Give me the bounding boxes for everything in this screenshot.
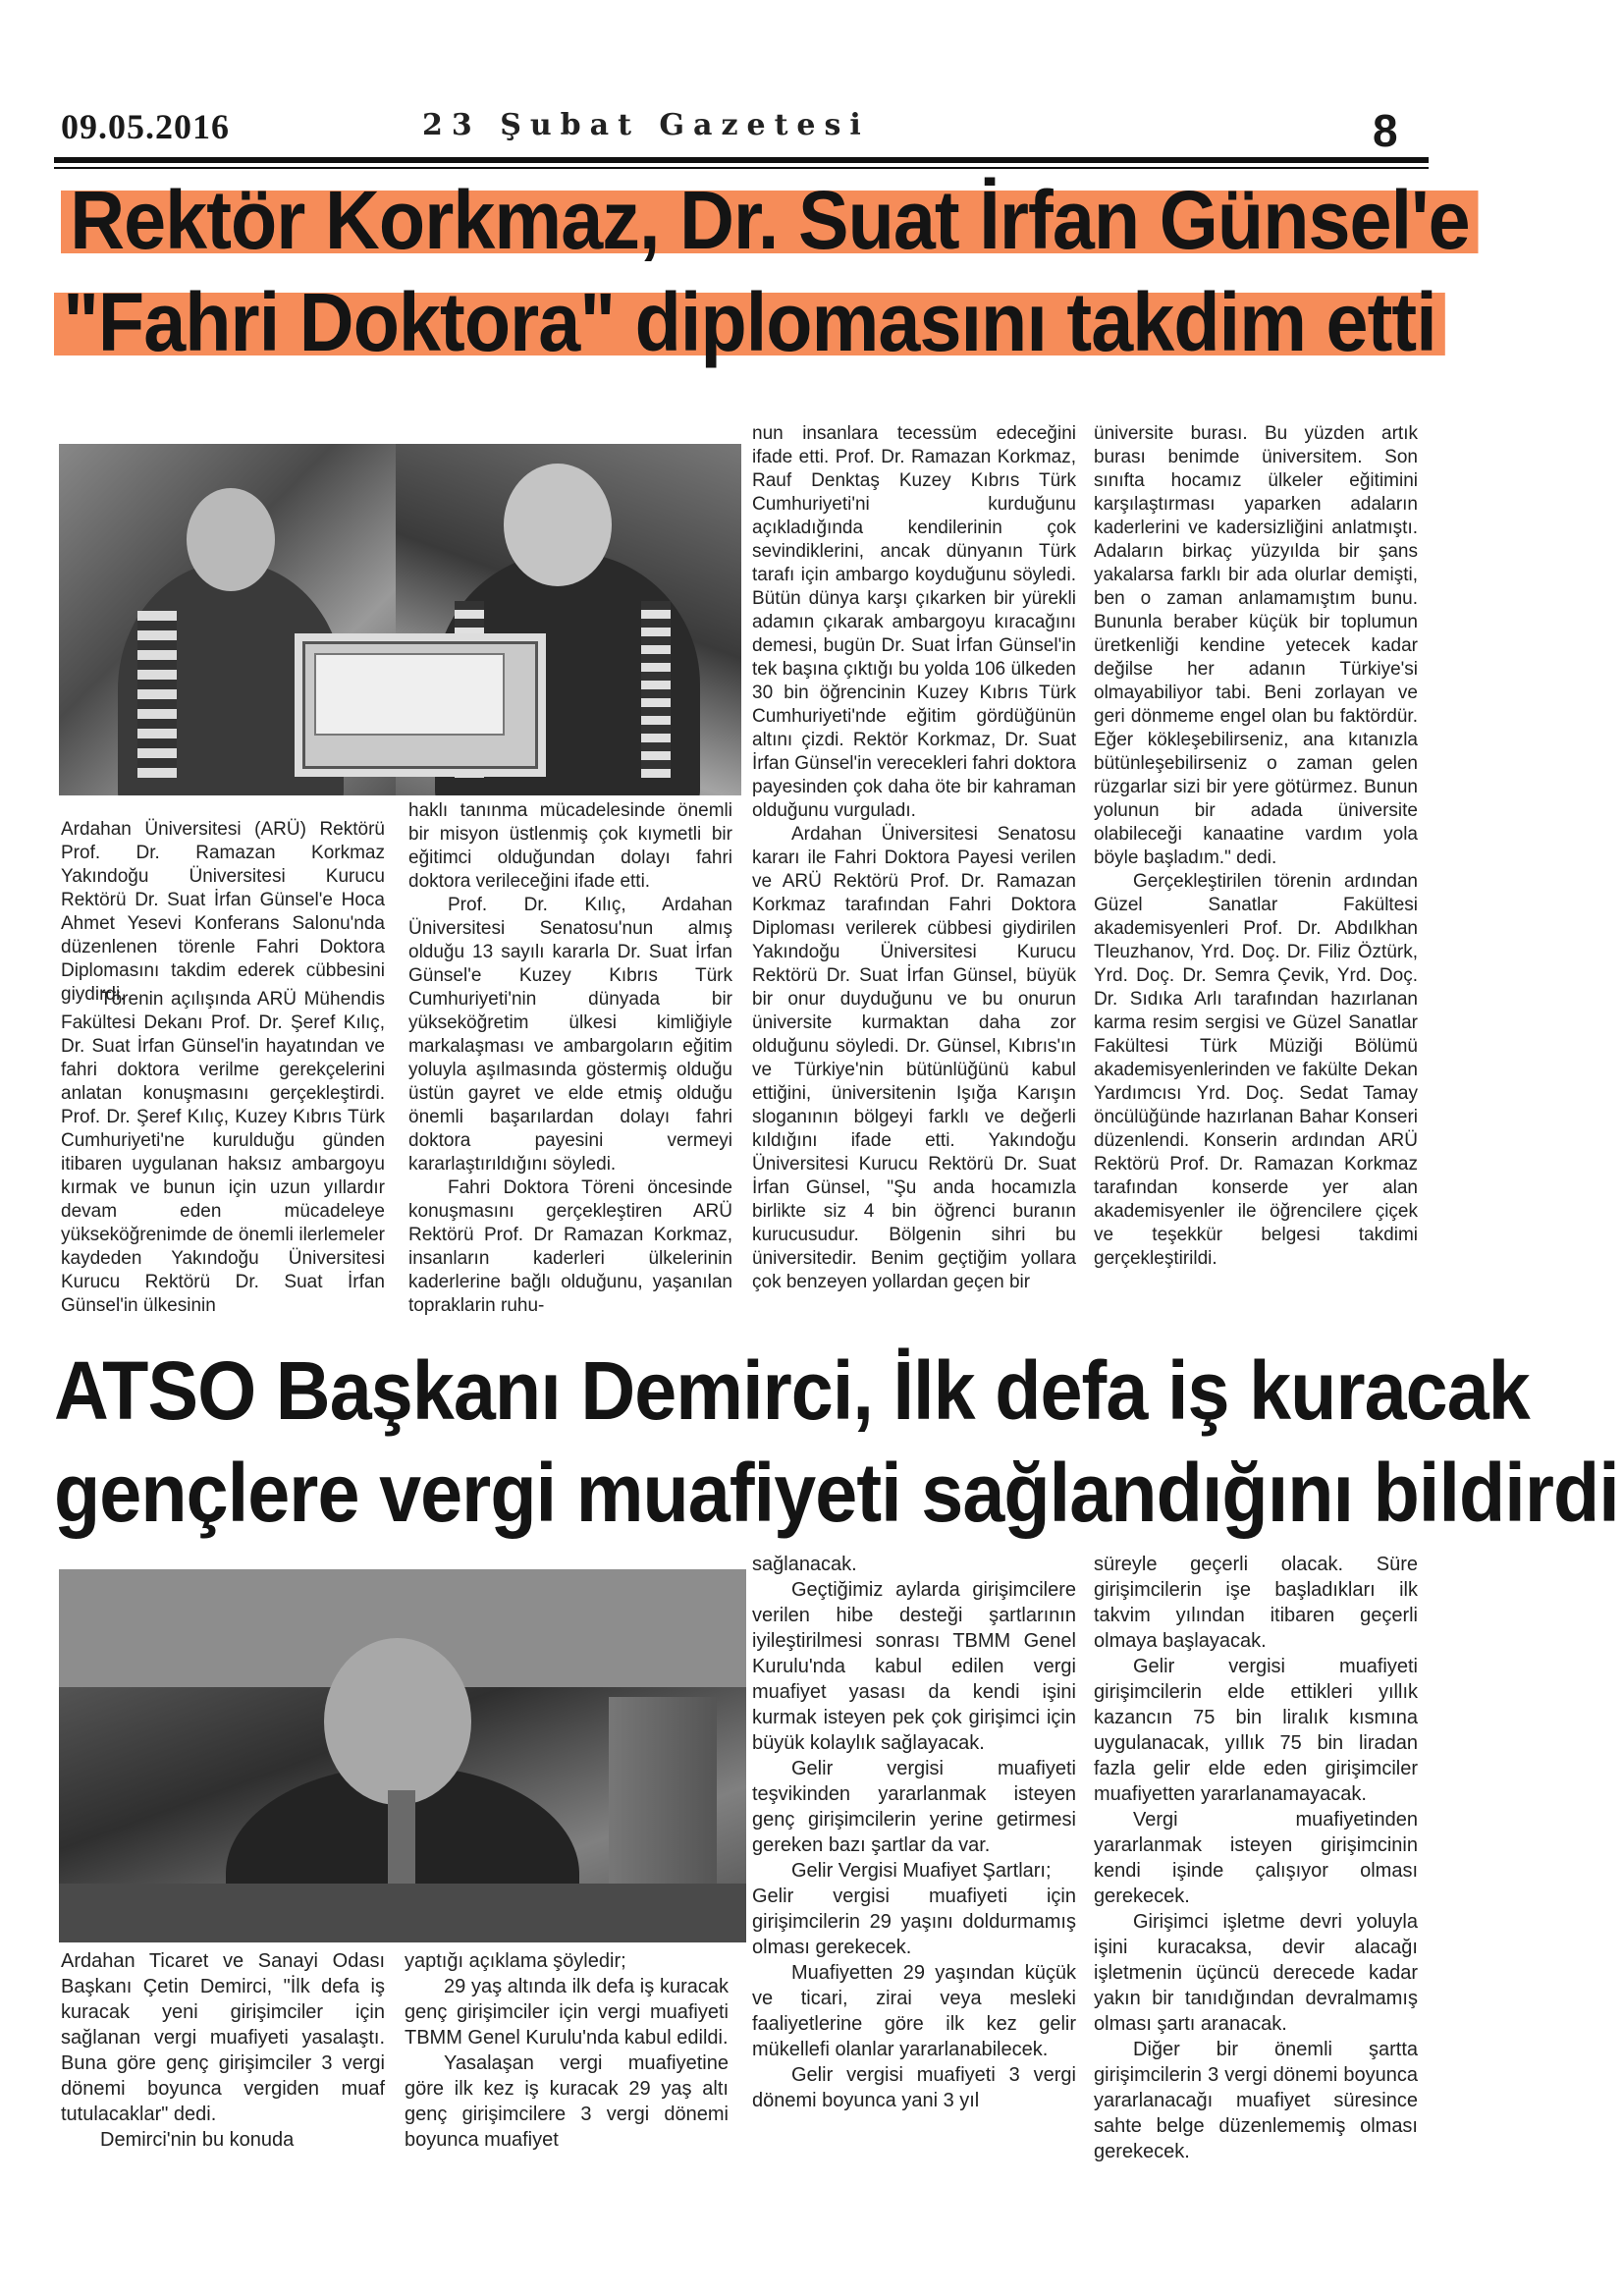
page-number: 8 — [1373, 105, 1398, 156]
newspaper-name: 23 Şubat Gazetesi — [422, 108, 870, 142]
article2-col4: süreyle geçerli olacak. Süre girişimcilerin işe başladıkları ilk takvim yılından itibaren geçerli olmaya başlayacak. Gelir vergisi muafiyeti girişimcilerin elde ettikleri yıllık kazancın 75 bin liralık kısmına uygulanacak, yıllık 75 bin liradan fazla gelir elde eden girişimciler muafiyetten yararlanamayacak. Vergi muafiyetinden yararlanmak isteyen girişimcinin kendi işinde çalışıyor olması gerekecek. Girişimci işletme devri yoluyla işini kuracaksa, devir alacağı işletmenin üçüncü derecede kadar yakın bir tanıdığından devralmamış olması şartı aranacak. Diğer bir önemli şartta girişimcilerin 3 vergi dönemi boyunca yararlanacağı muafiyet süresince sahte belge düzenlememiş olması gerekecek. — [1094, 1554, 1418, 2162]
article1-col1: Törenin açılışında ARÜ Mühendis Fakültesi Dekanı Prof. Dr. Şeref Kılıç, Dr. Suat İrfan Günsel'in hayatından ve fahri doktora verilme gerekçelerini anlatan konuşmasını gerçekleştirdi. Prof. Dr. Şeref Kılıç, Kuzey Kıbrıs Türk Cumhuriyeti'ne kurulduğu günden itibaren uygulanan haksız ambargoyu kırmak ve bunun için uzun yıllardır devam eden mücadeleye yükseköğrenimde de önemli ilerlemeler kaydeden Yakındoğu Üniversitesi Kurucu Rektörü Dr. Suat İrfan Günsel'in ülkesinin — [61, 989, 385, 1316]
photo-caption: Ardahan Üniversitesi (ARÜ) Rektörü Prof. Dr. Ramazan Korkmaz Yakındoğu Üniversitesi Kurucu Rektörü Dr. Suat İrfan Günsel'e Hoca Ahmet Yesevi Konferans Salonu'nda düzenlenen törenle Fahri Doktora Diplomasını takdim ederek cübbesini giydirdi. — [61, 819, 385, 1005]
article1-headline-line1: Rektör Korkmaz, Dr. Suat İrfan Günsel'e — [61, 173, 1479, 268]
article2-headline-line1: ATSO Başkanı Demirci, İlk defa iş kuracak — [54, 1344, 1530, 1437]
atso-president-photo — [59, 1569, 746, 1942]
diploma-document — [314, 653, 505, 736]
article2-headline-line2: gençlere vergi muafiyeti sağlandığını bildirdi — [54, 1447, 1619, 1539]
article1-headline-line2: "Fahri Doktora" diplomasını takdim etti — [54, 275, 1445, 370]
article2-col2: yaptığı açıklama şöyledir; 29 yaş altında ilk defa iş kuracak genç girişimciler için vergi muafiyeti TBMM Genel Kurulu'nda kabul edildi. Yasalaşan vergi muafiyetine göre ilk kez iş kuracak 29 yaş altı genç girişimcilere 3 vergi dönemi boyunca muafiyet — [405, 1950, 729, 2151]
article1-col3: nun insanlara tecessüm edeceğini ifade etti. Prof. Dr. Ramazan Korkmaz, Rauf Denktaş Kuzey Kıbrıs Türk Cumhuriyeti'ni kurduğunu açıkladığında kendilerinin çok sevindiklerini, ancak dünyanın Türk tarafı için ambargo koyduğunu söyledi. Bütün dünya karşı çıkarken bir yürekli adamın çıkarak ambargoyu kıracağını demesi, bugün Dr. Suat İrfan Günsel'in tek başına çıktığı bu yolda 106 ülkeden 30 bin öğrencinin Kuzey Kıbrıs Türk Cumhuriyeti'nde eğitim gördüğünün altını çizdi. Rektör Korkmaz, Dr. Suat İrfan Günsel'in verecekleri fahri doktora payesinden çok daha öte bir kahraman olduğunu vurguladı. Ardahan Üniversitesi Senatosu kararı ile Fahri Doktora Payesi verilen ve ARÜ Rektörü Prof. Dr. Ramazan Korkmaz tarafından Fahri Doktora Diploması verilerek cübbesi giydirilen Yakındoğu Üniversitesi Kurucu Rektörü Dr. Suat İrfan Günsel, büyük bir onur duyduğunu ve bu onurun üniversite kurmaktan daha zor olduğunu söyledi. Dr. Günsel, Kıbrıs'ın ve Türkiye'nin bütünlüğünü kabul ettiğini, üniversitenin Işığa Karışın sloganının bölgeyi farklı ve değerli kıldığını ifade etti. Yakındoğu Üniversitesi Kurucu Rektörü Dr. Suat İrfan Günsel, "Şu anda hocamızla birlikte siz 4 bin öğrenci buranın kurucusudur. Bölgenin sihri bu üniversitedir. Benim geçtiğim yollara çok benzeyen yollardan geçen bir — [752, 423, 1076, 1292]
article1-col2: haklı tanınma mücadelesinde önemli bir misyon üstlenmiş çok kıymetli bir eğitimci olduğundan dolayı fahri doktora verileceğini ifade etti. Prof. Dr. Kılıç, Ardahan Üniversitesi Senatosu'nun almış olduğu 13 sayılı kararla Dr. Suat İrfan Günsel'e Kuzey Kıbrıs Türk Cumhuriyeti'nin dünyada bir yükseköğretim ülkesi kimliğiyle markalaşması ve ambargoların eğitim yoluyla aşılmasında göstermiş olduğu üstün gayret ve elde etmiş olduğu önemli başarılardan dolayı fahri doktora payesini vermeyi kararlaştırıldığını söyledi. Fahri Doktora Töreni öncesinde konuşmasını gerçekleştiren ARÜ Rektörü Prof. Dr Ramazan Korkmaz, insanların kaderleri ülkelerinin kaderlerine bağlı olduğunu, yaşanılan topraklarin ruhu- — [408, 800, 732, 1316]
issue-date: 09.05.2016 — [61, 107, 230, 146]
article2-col3: sağlanacak. Geçtiğimiz aylarda girişimcilere verilen hibe desteği şartlarının iyileştirilmesi sonrası TBMM Genel Kurulu'nda kabul edilen vergi muafiyet yasası da kendi işini kurmak isteyen pek çok girişimci için büyük kolaylık sağlayacak. Gelir vergisi muafiyeti teşvikinden yararlanmak isteyen genç girişimcilerin yerine getirmesi gereken bazı şartlar da var. Gelir Vergisi Muafiyet Şartları; Gelir vergisi muafiyeti için girişimcilerin 29 yaşını doldurmamış olması gerekecek. Muafiyetten 29 yaşından küçük ve ticari, zirai veya mesleki faaliyetlerine göre ilk kez gelir mükellefi olanlar yararlanabilecek. Gelir vergisi muafiyeti 3 vergi dönemi boyunca yani 3 yıl — [752, 1554, 1076, 2111]
header-rule-thin — [54, 167, 1429, 169]
header-rule — [54, 157, 1429, 163]
article2-col1: Ardahan Ticaret ve Sanayi Odası Başkanı Çetin Demirci, "İlk defa iş kuracak yeni girişimciler için sağlanan vergi muafiyeti yasalaştı. Buna göre genç girişimciler 3 vergi dönemi boyunca vergiden muaf tutulacaklar" dedi. Demirci'nin bu konuda — [61, 1950, 385, 2151]
article1-col4: üniversite burası. Bu yüzden artık burası benimde üniversitem. Son sınıfta hocamız ülkeler eğitimini karşılaştırması yaparken adaların kaderlerini ve kadersizliğini anlatmıştı. Adaların birkaç yüzyılda bir şans yakalarsa farklı bir ada olurlar demişti, ben o zaman anlamamıştım bunu. Bununla beraber küçük bir toplumun üretkenliği kendine yetecek kadar değilse her adanın Türkiye'si olmayabiliyor tabi. Beni zorlayan ve geri dönmeme engel olan bu faktördür. Eğer kökleşebilirseniz, ana kıtanızla bütünleşebilirseniz o zaman gelen rüzgarlar sizi bir yere götürmez. Bunun yolunun bir adada üniversite olabileceği kanaatine vardım yola böyle başladım." dedi. Gerçekleştirilen törenin ardından Güzel Sanatlar Fakültesi akademisyenleri Prof. Dr. Abdılkhan Tleuzhanov, Yrd. Doç. Dr. Filiz Öztürk, Yrd. Doç. Dr. Semra Çevik, Yrd. Doç. Dr. Sıdıka Arlı tarafından hazırlanan karma resim sergisi ve Güzel Sanatlar Fakültesi Türk Müziği Bölümü akademisyenlerinden ve fakülte Dekan Yardımcısı Yrd. Doç. Sedat Tamay öncülüğünde hazırlanan Bahar Konseri düzenlendi. Konserin ardından ARÜ Rektörü Prof. Dr. Ramazan Korkmaz tarafından konserde yer alan akademisyenler ile öğrencilere çiçek ve teşekkür belgesi takdimi gerçekleştirildi. — [1094, 423, 1418, 1269]
